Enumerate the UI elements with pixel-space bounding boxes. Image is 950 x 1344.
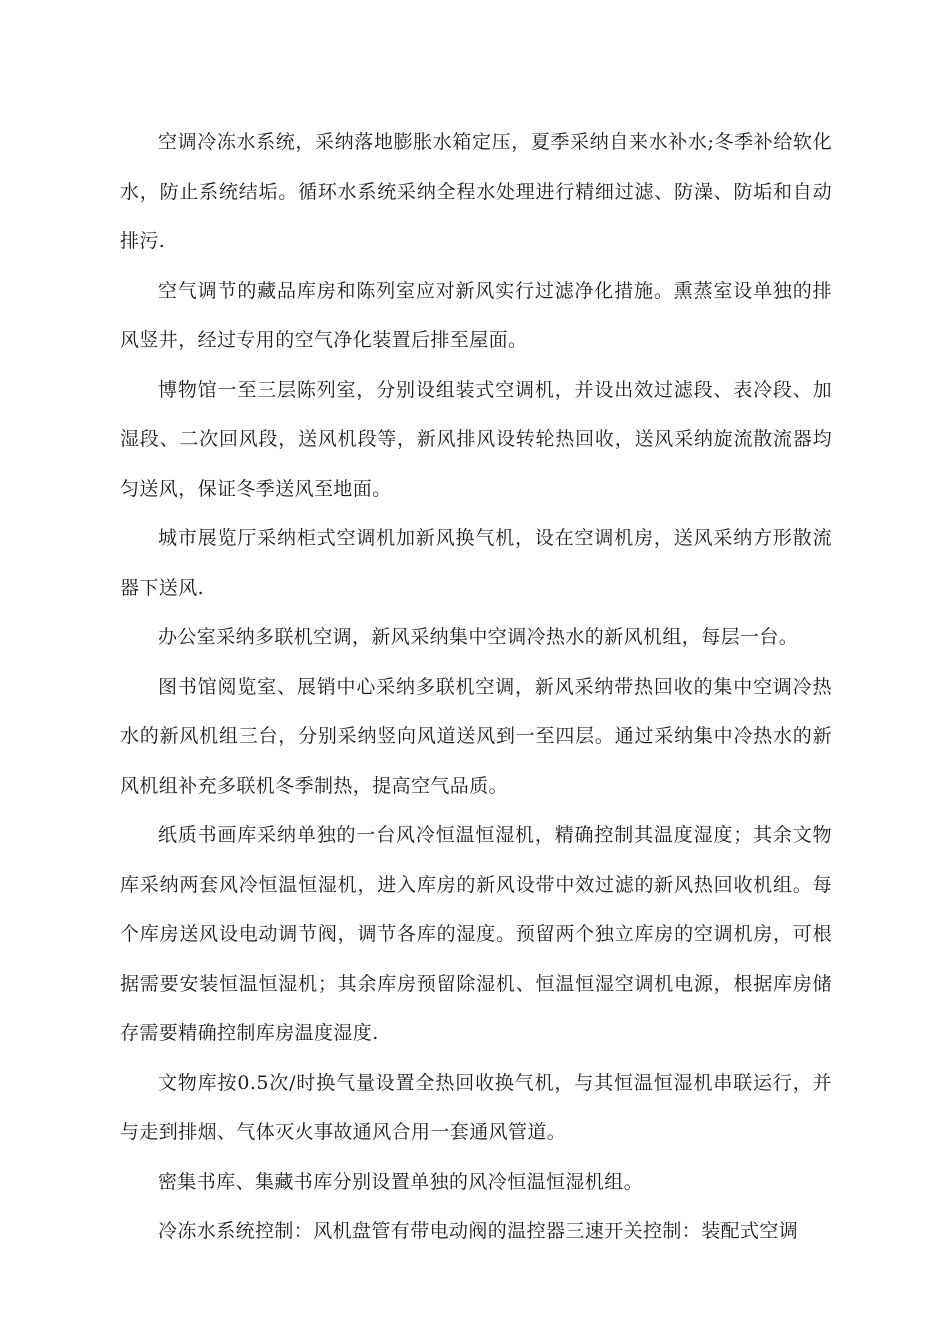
paragraph-city-exhibition-hall: 城市展览厅采纳柜式空调机加新风换气机，设在空调机房，送风采纳方形散流器下送风.	[120, 527, 832, 599]
paragraph-fresh-air-filtration: 空气调节的藏品库房和陈列室应对新风实行过滤净化措施。熏蒸室设单独的排风竖井，经过专用的空气净化装置后排至屋面。	[120, 279, 832, 351]
paragraph-chilled-water-control: 冷冻水系统控制：风机盘管有带电动阀的温控器三速开关控制：装配式空调	[158, 1220, 799, 1242]
paragraph-library-reading-room: 图书馆阅览室、展销中心采纳多联机空调，新风采纳带热回收的集中空调冷热水的新风机组三台，分别采纳竖向风道送风到一至四层。通过采纳集中冷热水的新风机组补充多联机冬季制热，提高空气品质。	[120, 675, 832, 797]
paragraph-museum-exhibition-rooms: 博物馆一至三层陈列室，分别设组装式空调机，并设出效过滤段、表冷段、加湿段、二次回风段，送风机段等，新风排风设转轮热回收，送风采纳旋流散流器均匀送风，保证冬季送风至地面。	[120, 378, 832, 500]
paragraph-chilled-water-system: 空调冷冻水系统，采纳落地膨胀水箱定压，夏季采纳自来水补水;冬季补给软化水，防止系统结垢。循环水系统采纳全程水处理进行精细过滤、防澡、防垢和自动排污.	[120, 131, 832, 252]
paragraph-office-hvac: 办公室采纳多联机空调，新风采纳集中空调冷热水的新风机组，每层一台。	[158, 626, 799, 648]
document-body	[120, 118, 832, 1257]
paragraph-paper-painting-storage: 纸质书画库采纳单独的一台风冷恒温恒湿机，精确控制其温度湿度；其余文物库采纳两套风冷恒温恒湿机，进入库房的新风设带中效过滤的新风热回收机组。每个库房送风设电动调节阀，调节各库的湿度。预留两个独立库房的空调机房，可根据需要安装恒温恒湿机；其余库房预留除湿机、恒温恒湿空调机电源，根据库房储存需要精确控制库房温度湿度.	[120, 824, 832, 1044]
paragraph-dense-stack-storage: 密集书库、集藏书库分别设置单独的风冷恒温恒湿机组。	[158, 1170, 644, 1193]
paragraph-relic-storage-ventilation: 文物库按0.5次/时换气量设置全热回收换气机，与其恒温恒湿机串联运行，并与走到排烟、气体灭火事故通风合用一套通风管道。	[120, 1071, 832, 1143]
